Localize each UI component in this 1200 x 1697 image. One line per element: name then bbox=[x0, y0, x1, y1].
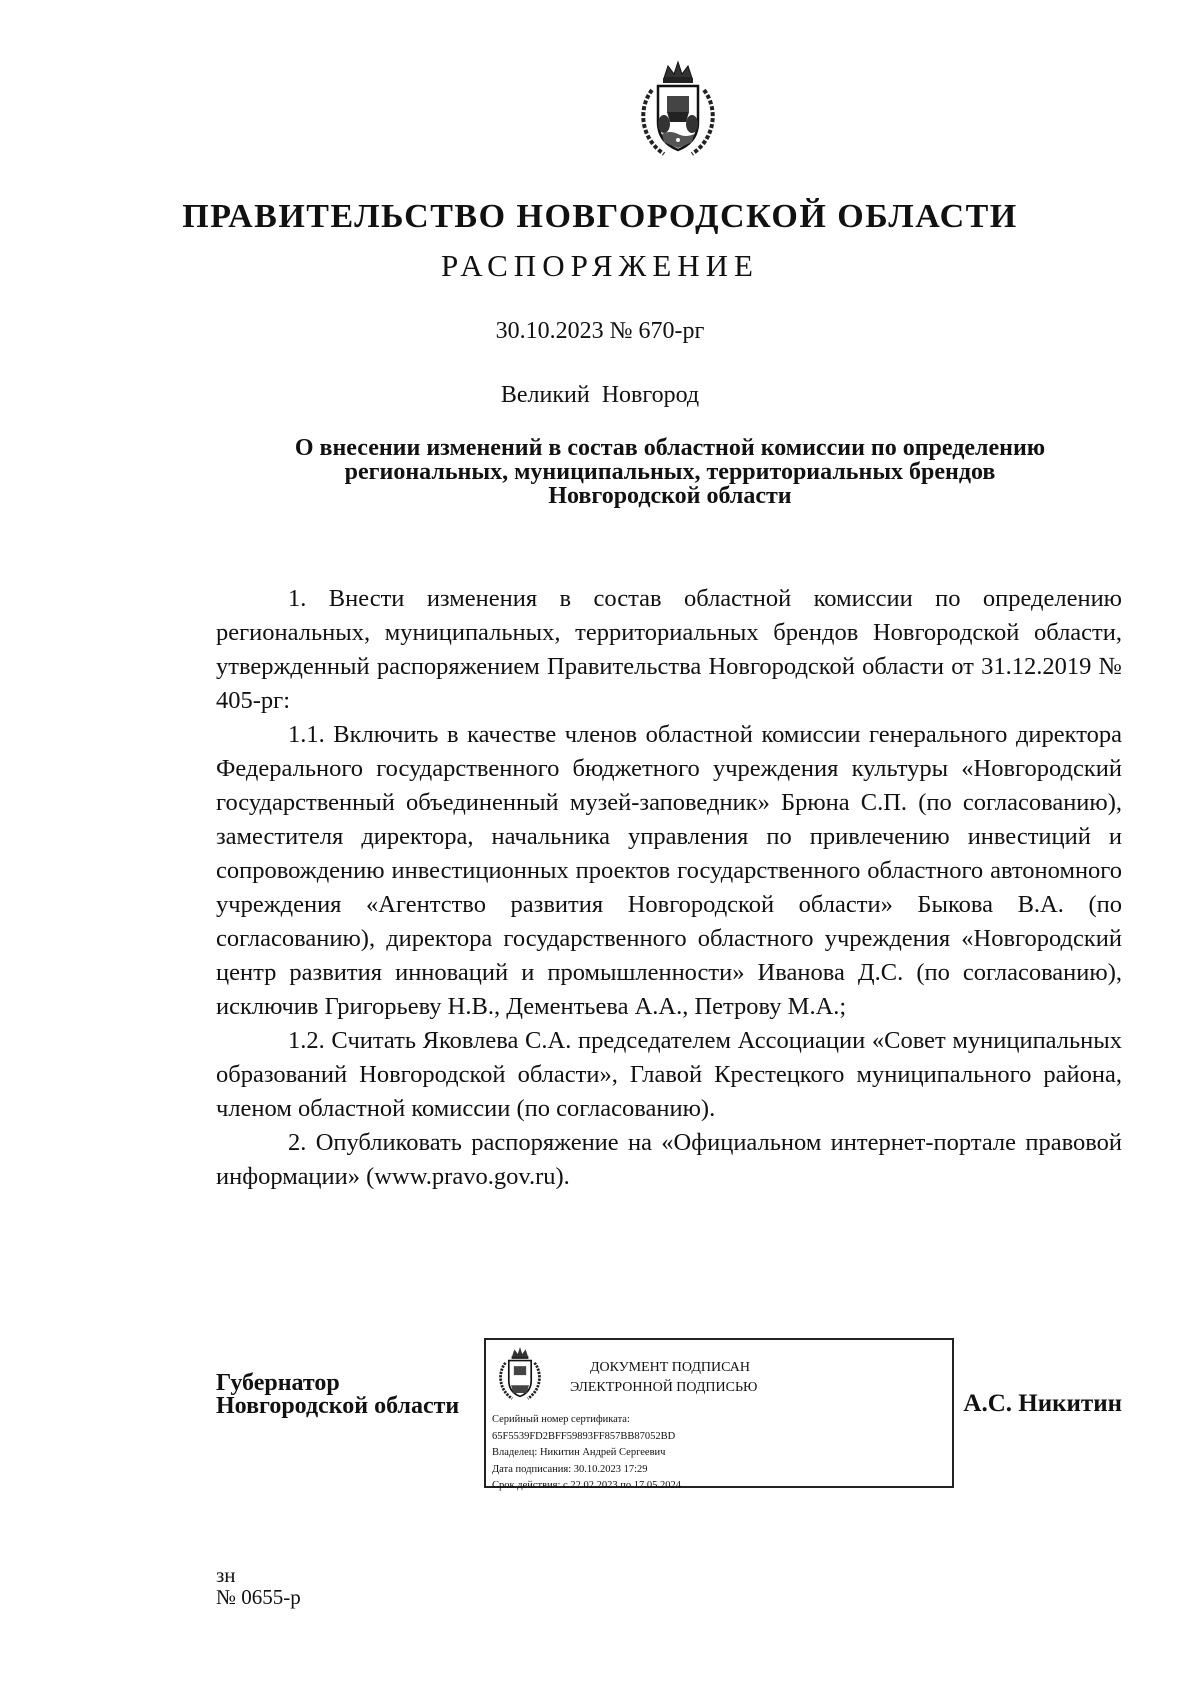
serial-label: Серийный номер сертификата: bbox=[492, 1414, 630, 1425]
organization-name: ПРАВИТЕЛЬСТВО НОВГОРОДСКОЙ ОБЛАСТИ bbox=[182, 198, 1018, 235]
paragraph-2: 2. Опубликовать распоряжение на «Официальном интернет-портале правовой информации» (www.pravo.gov.ru). bbox=[216, 1129, 1122, 1190]
stamp-heading bbox=[570, 1358, 757, 1398]
validity: Срок действия: с 22.02.2023 по 17.05.2024 bbox=[492, 1480, 681, 1491]
signatory-position bbox=[216, 1372, 459, 1418]
paragraph-1: 1. Внести изменения в состав областной комиссии по определению региональных, муниципальных, территориальных брендов Новгородской области, утвержденный распоряжением Правительства Новгородской области от 31.12.2019 № 405-рг: bbox=[216, 585, 1122, 714]
registration-info bbox=[216, 1564, 301, 1608]
coat-of-arms-emblem bbox=[634, 60, 722, 160]
stamp-emblem-icon bbox=[494, 1346, 546, 1402]
signed-date: Дата подписания: 30.10.2023 17:29 bbox=[492, 1463, 648, 1475]
electronic-signature-stamp bbox=[484, 1338, 954, 1491]
signatory-name: А.С. Никитин bbox=[963, 1390, 1122, 1417]
document-date-number: 30.10.2023 № 670-рг bbox=[495, 318, 705, 344]
registration-number: № 0655-р bbox=[216, 1585, 301, 1609]
stamp-heading-line: ЭЛЕКТРОННОЙ ПОДПИСЬЮ bbox=[570, 1380, 758, 1395]
title-line: региональных, муниципальных, территориальных брендов bbox=[344, 459, 996, 485]
paragraph-1-2: 1.2. Считать Яковлева С.А. председателем Ассоциации «Совет муниципальных образований Новгородской области», Главой Крестецкого муниципального района, членом областной комиссии (по согласованию). bbox=[216, 1027, 1122, 1122]
document-title bbox=[220, 436, 1120, 508]
document-body bbox=[216, 582, 1122, 1194]
owner: Владелец: Никитин Андрей Сергеевич bbox=[492, 1447, 666, 1458]
executor-initials: зн bbox=[216, 1563, 236, 1587]
paragraph-1-1: 1.1. Включить в качестве членов областной комиссии генерального директора Федерального государственного бюджетного учреждения культуры «Новгородский государственный объединенный музей-заповедник» Брюна С.П. (по согласованию), заместителя директора, начальника управления по привлечению инвестиций и сопровождению инвестиционных проектов государственного областного автономного учреждения «Агентство развития Новгородской области» Быкова В.А. (по согласованию), директора государственного областного учреждения «Новгородский центр развития инноваций и промышленности» Иванова Д.С. (по согласованию), исключив Григорьеву Н.В., Дементьева А.А., Петрову М.А.; bbox=[216, 721, 1122, 1020]
document-city: Великий Новгород bbox=[500, 382, 700, 408]
position-line: Новгородской области bbox=[216, 1393, 460, 1419]
serial-value: 65F5539FD2BFF59893FF857BB87052BD bbox=[492, 1430, 676, 1442]
stamp-details bbox=[492, 1412, 681, 1495]
title-line: О внесении изменений в состав областной комиссии по определению bbox=[294, 435, 1046, 461]
title-line: Новгородской области bbox=[548, 483, 792, 509]
stamp-heading-line: ДОКУМЕНТ ПОДПИСАН bbox=[590, 1360, 750, 1375]
position-line: Губернатор bbox=[216, 1370, 340, 1396]
document-type: РАСПОРЯЖЕНИЕ bbox=[441, 248, 759, 283]
